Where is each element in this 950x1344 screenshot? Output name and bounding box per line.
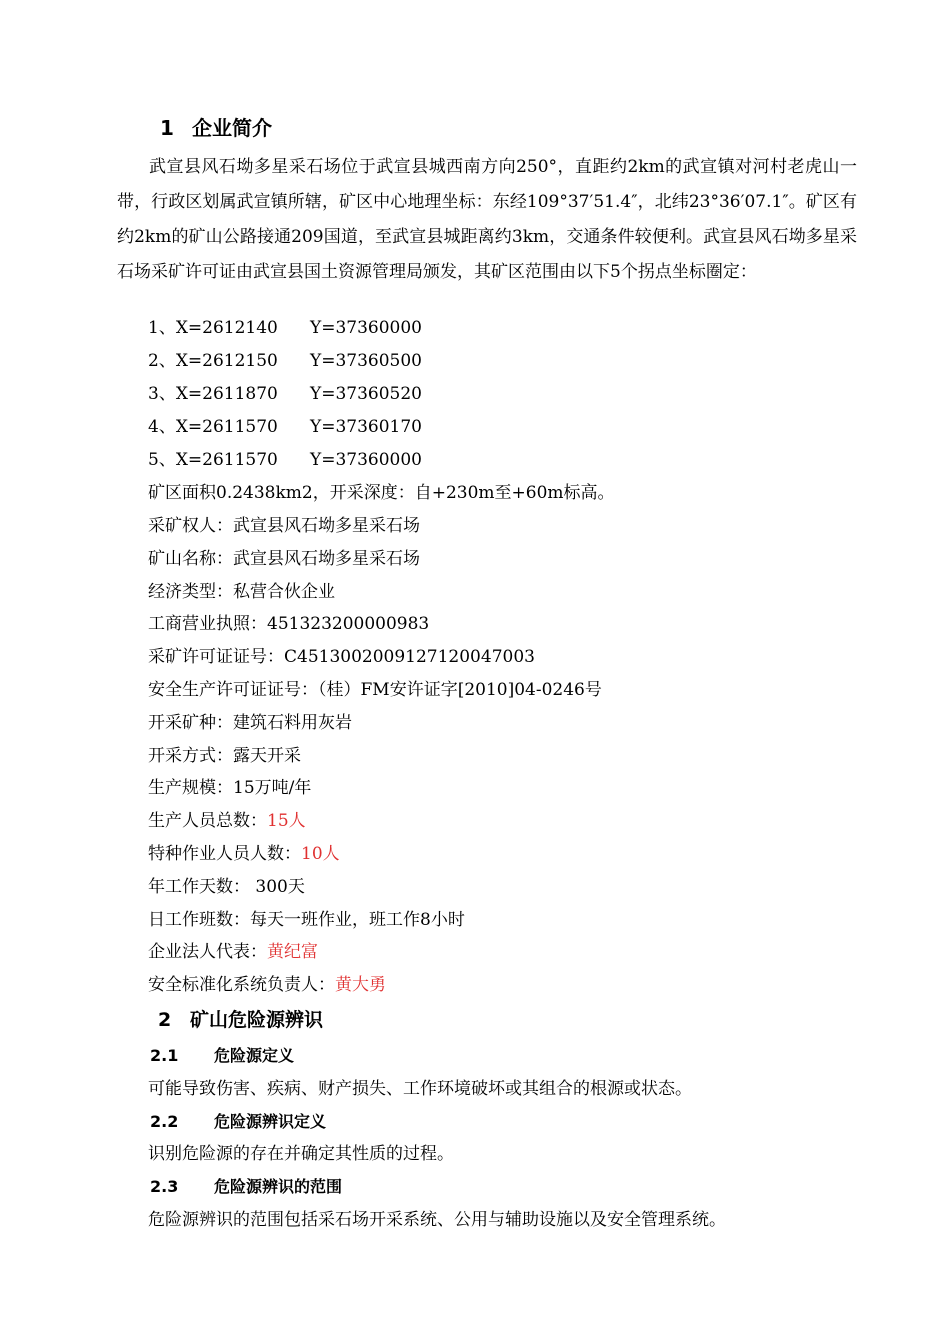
fact-row: 安全标准化系统负责人：黄大勇 xyxy=(148,975,386,995)
highlight-value: 15人 xyxy=(267,811,306,831)
fact-row: 安全生产许可证证号：（桂）FM安许证字[2010]04-0246号 xyxy=(148,680,602,700)
section-1-heading xyxy=(160,114,272,142)
fact-row: 日工作班数：每天一班作业，班工作8小时 xyxy=(148,910,465,930)
coordinate-row: 3、X=2611870 Y=37360520 xyxy=(148,384,422,404)
fact-row: 生产规模：15万吨/年 xyxy=(148,778,312,798)
subsection-heading: 2.1 危险源定义 xyxy=(150,1046,295,1065)
coordinate-row: 5、X=2611570 Y=37360000 xyxy=(148,450,422,470)
section-number: 2 xyxy=(158,1009,172,1031)
highlight-value: 黄纪富 xyxy=(267,942,318,962)
subsection-text: 可能导致伤害、疾病、财产损失、工作环境破坏或其组合的根源或状态。 xyxy=(148,1079,692,1099)
fact-row: 企业法人代表：黄纪富 xyxy=(148,942,318,962)
fact-row: 开采方式：露天开采 xyxy=(148,746,301,766)
section-title: 企业简介 xyxy=(192,116,272,140)
fact-row: 生产人员总数：15人 xyxy=(148,811,306,831)
fact-row: 工商营业执照：451323200000983 xyxy=(148,614,430,634)
subsection-text: 识别危险源的存在并确定其性质的过程。 xyxy=(148,1144,454,1164)
section-2-heading xyxy=(158,1007,323,1033)
fact-row: 采矿许可证证号：C4513002009127120047003 xyxy=(148,647,535,667)
subsection-heading: 2.3 危险源辨识的范围 xyxy=(150,1177,343,1196)
subsection-heading: 2.2 危险源辨识定义 xyxy=(150,1112,327,1131)
highlight-value: 黄大勇 xyxy=(335,975,386,995)
highlight-value: 10人 xyxy=(301,844,340,864)
area-line: 矿区面积0.2438km2，开采深度：自+230m至+60m标高。 xyxy=(148,483,615,503)
coordinate-row: 2、X=2612150 Y=37360500 xyxy=(148,351,422,371)
coordinate-row: 1、X=2612140 Y=37360000 xyxy=(148,318,422,338)
fact-row: 采矿权人：武宣县风石坳多星采石场 xyxy=(148,516,420,536)
fact-row: 年工作天数： 300天 xyxy=(148,877,305,897)
fact-row: 经济类型：私营合伙企业 xyxy=(148,582,335,602)
fact-row: 开采矿种：建筑石料用灰岩 xyxy=(148,713,352,733)
intro-paragraph: 武宣县风石坳多星采石场位于武宣县城西南方向250°，直距约2km的武宣镇对河村老虎山一带，行政区划属武宣镇所辖，矿区中心地理坐标：东经109°37′51.4″，北纬23°36′07.1″。矿区有约2km的矿山公路接通209国道，至武宣县城距离约3km，交通条件较便利。武宣县风石坳多星采石场采矿许可证由武宣县国土资源管理局颁发，其矿区范围由以下5个拐点坐标圈定： xyxy=(117,157,857,282)
subsection-text: 危险源辨识的范围包括采石场开采系统、公用与辅助设施以及安全管理系统。 xyxy=(148,1210,726,1230)
section-title: 矿山危险源辨识 xyxy=(190,1009,324,1031)
fact-row: 矿山名称：武宣县风石坳多星采石场 xyxy=(148,549,420,569)
fact-row: 特种作业人员人数：10人 xyxy=(148,844,340,864)
coordinate-row: 4、X=2611570 Y=37360170 xyxy=(148,417,422,437)
section-number: 1 xyxy=(160,116,174,140)
